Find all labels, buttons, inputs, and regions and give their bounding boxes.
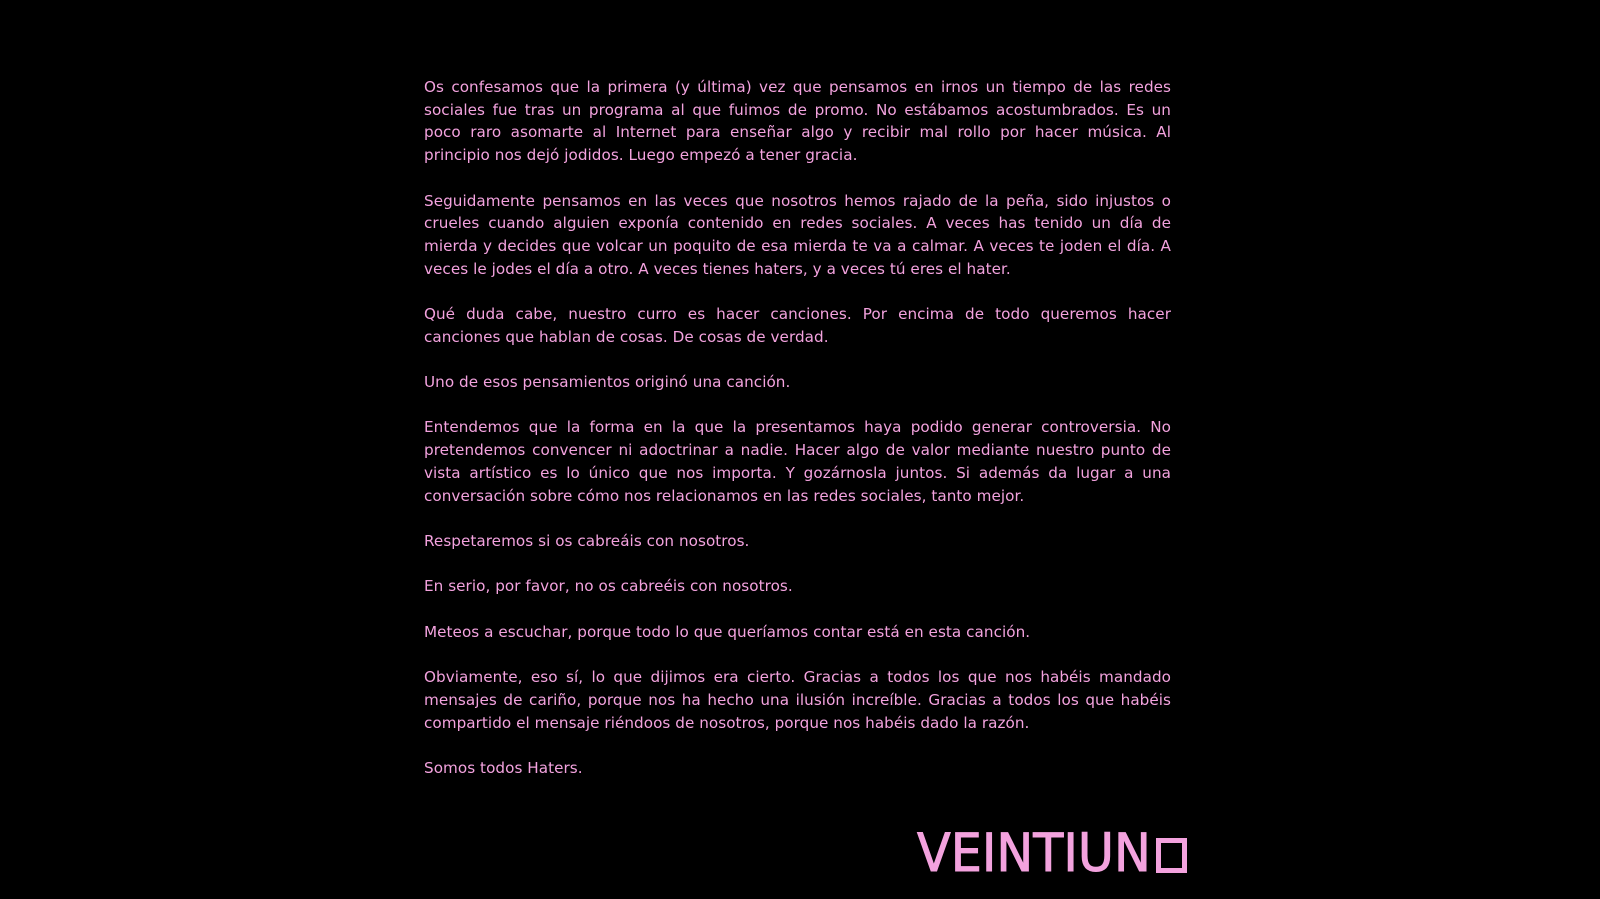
square-o-icon xyxy=(1156,838,1187,873)
paragraph-1: Os confesamos que la primera (y última) vez que pensamos en irnos un tiempo de las redes sociales fue tras un programa al que fuimos de promo. No estábamos acostumbrados. Es un poco raro asomarte al Internet para enseñar algo y recibir mal rollo por hacer música. Al principio nos dejó jodidos. Luego empezó a tener gracia. xyxy=(424,78,1171,165)
paragraph-6: Respetaremos si os cabreáis con nosotros. xyxy=(424,531,750,550)
paragraph-4: Uno de esos pensamientos originó una canción. xyxy=(424,373,791,392)
paragraph-8: Meteos a escuchar, porque todo lo que queríamos contar está en esta canción. xyxy=(424,622,1031,641)
paragraph-10: Somos todos Haters. xyxy=(424,758,583,777)
paragraph-3: Qué duda cabe, nuestro curro es hacer canciones. Por encima de todo queremos hacer canciones que hablan de cosas. De cosas de verdad. xyxy=(424,305,1171,346)
band-logo xyxy=(917,823,1187,884)
band-statement xyxy=(424,76,1171,802)
logo-wordmark: VEINTIUN xyxy=(917,823,1151,884)
paragraph-7: En serio, por favor, no os cabreéis con nosotros. xyxy=(424,577,793,596)
paragraph-9: Obviamente, eso sí, lo que dijimos era cierto. Gracias a todos los que nos habéis mandado mensajes de cariño, porque nos ha hecho una ilusión increíble. Gracias a todos los que habéis compartido el mensaje riéndoos de nosotros, porque nos habéis dado la razón. xyxy=(424,668,1171,732)
paragraph-2: Seguidamente pensamos en las veces que nosotros hemos rajado de la peña, sido injustos o crueles cuando alguien exponía contenido en redes sociales. A veces has tenido un día de mierda y decides que volcar un poquito de esa mierda te va a calmar. A veces te joden el día. A veces le jodes el día a otro. A veces tienes haters, y a veces tú eres el hater. xyxy=(424,191,1171,278)
paragraph-5: Entendemos que la forma en la que la presentamos haya podido generar controversia. No pretendemos convencer ni adoctrinar a nadie. Hacer algo de valor mediante nuestro punto de vista artístico es lo único que nos importa. Y gozárnosla juntos. Si además da lugar a una conversación sobre cómo nos relacionamos en las redes sociales, tanto mejor. xyxy=(424,418,1171,505)
